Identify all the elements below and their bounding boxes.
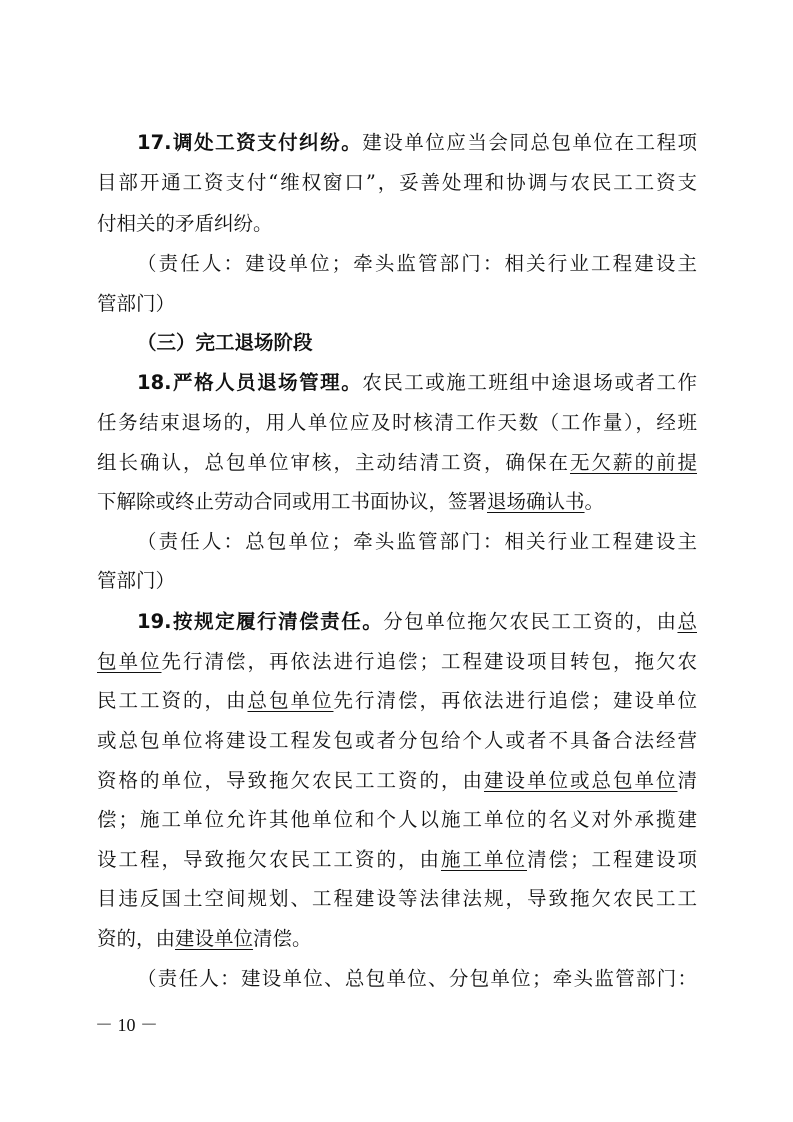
item-18-heading: 18.严格人员退场管理。: [137, 371, 363, 394]
section-heading: （三）完工退场阶段: [137, 331, 313, 354]
item-19-text: 资格的单位，导致拖欠农民工工资的，由: [97, 769, 484, 792]
underlined-term: 建设单位或总包单位: [483, 769, 678, 792]
item-18-text: 下解除或终止劳动合同或用工书面协议，签署: [97, 490, 488, 513]
item-19-text: 资的，由: [97, 927, 176, 950]
item-19-line-1: [137, 607, 697, 637]
item-19-heading: 19.按规定履行清偿责任。: [137, 610, 384, 633]
item-17-line-3: 付相关的矛盾纠纷。: [97, 212, 273, 235]
underlined-term: 无欠薪的前提: [569, 451, 697, 474]
item-18-line-4: [97, 487, 697, 517]
item-19-line-8: 目违反国土空间规划、工程建设等法律法规，导致拖欠农民工工: [97, 887, 697, 910]
item-19-line-4: 或总包单位将建设工程发包或者分包给个人或者不具备合法经营: [97, 729, 697, 752]
responsibility-17-line-2: 管部门）: [97, 292, 176, 315]
item-19-text: 分包单位拖欠农民工工资的，由: [383, 610, 678, 633]
underlined-term: 退场确认书: [487, 490, 585, 513]
item-18-line-2: 任务结束退场的，用人单位应及时核清工作天数（工作量），经班: [97, 411, 697, 434]
responsibility-18-line-1: （责任人：总包单位；牵头监管部门：相关行业工程建设主: [137, 530, 697, 553]
underlined-term: 建设单位: [175, 927, 254, 950]
item-19-line-6: 偿；施工单位允许其他单位和个人以施工单位的名义对外承揽建: [97, 808, 697, 831]
item-19-text: 清: [677, 769, 697, 792]
item-18-text: 组长确认，总包单位审核，主动结清工资，确保在: [97, 451, 570, 474]
item-19-text: 民工工资的，由: [97, 689, 248, 712]
underlined-term: 总: [677, 610, 697, 633]
item-17-heading: 17.调处工资支付纠纷。: [137, 131, 363, 154]
item-19-line-7: [97, 845, 697, 875]
responsibility-17-line-1: （责任人：建设单位；牵头监管部门：相关行业工程建设主: [137, 252, 697, 275]
item-17-text: 建设单位应当会同总包单位在工程项: [362, 131, 697, 154]
page-number: － 10 －: [95, 1015, 158, 1035]
item-17-line-1: [137, 128, 697, 158]
item-19-line-2: [97, 647, 697, 677]
responsibility-18-line-2: 管部门）: [97, 569, 176, 592]
item-17-line-2: 目部开通工资支付“维权窗口”，妥善处理和协调与农民工工资支: [97, 171, 697, 194]
item-18-line-1: [137, 368, 697, 398]
item-19-line-3: [97, 686, 697, 716]
item-19-text: 清偿；工程建设项: [526, 848, 697, 871]
underlined-term: 包单位: [97, 650, 162, 673]
item-19-text: 清偿。: [253, 927, 312, 950]
item-19-text: 设工程，导致拖欠农民工工资的，由: [97, 848, 441, 871]
underlined-term: 总包单位: [247, 689, 334, 712]
item-19-line-5: [97, 766, 697, 796]
responsibility-19-line-1: （责任人：建设单位、总包单位、分包单位；牵头监管部门：: [137, 967, 697, 990]
item-18-text: 。: [584, 490, 605, 513]
item-19-text: 先行清偿，再依法进行追偿；建设单位: [333, 689, 697, 712]
item-18-text: 农民工或施工班组中途退场或者工作: [362, 371, 697, 394]
item-19-text: 先行清偿，再依法进行追偿；工程建设项目转包，拖欠农: [161, 650, 697, 673]
item-19-line-9: [97, 924, 697, 954]
underlined-term: 施工单位: [440, 848, 527, 871]
item-18-line-3: [97, 448, 697, 478]
